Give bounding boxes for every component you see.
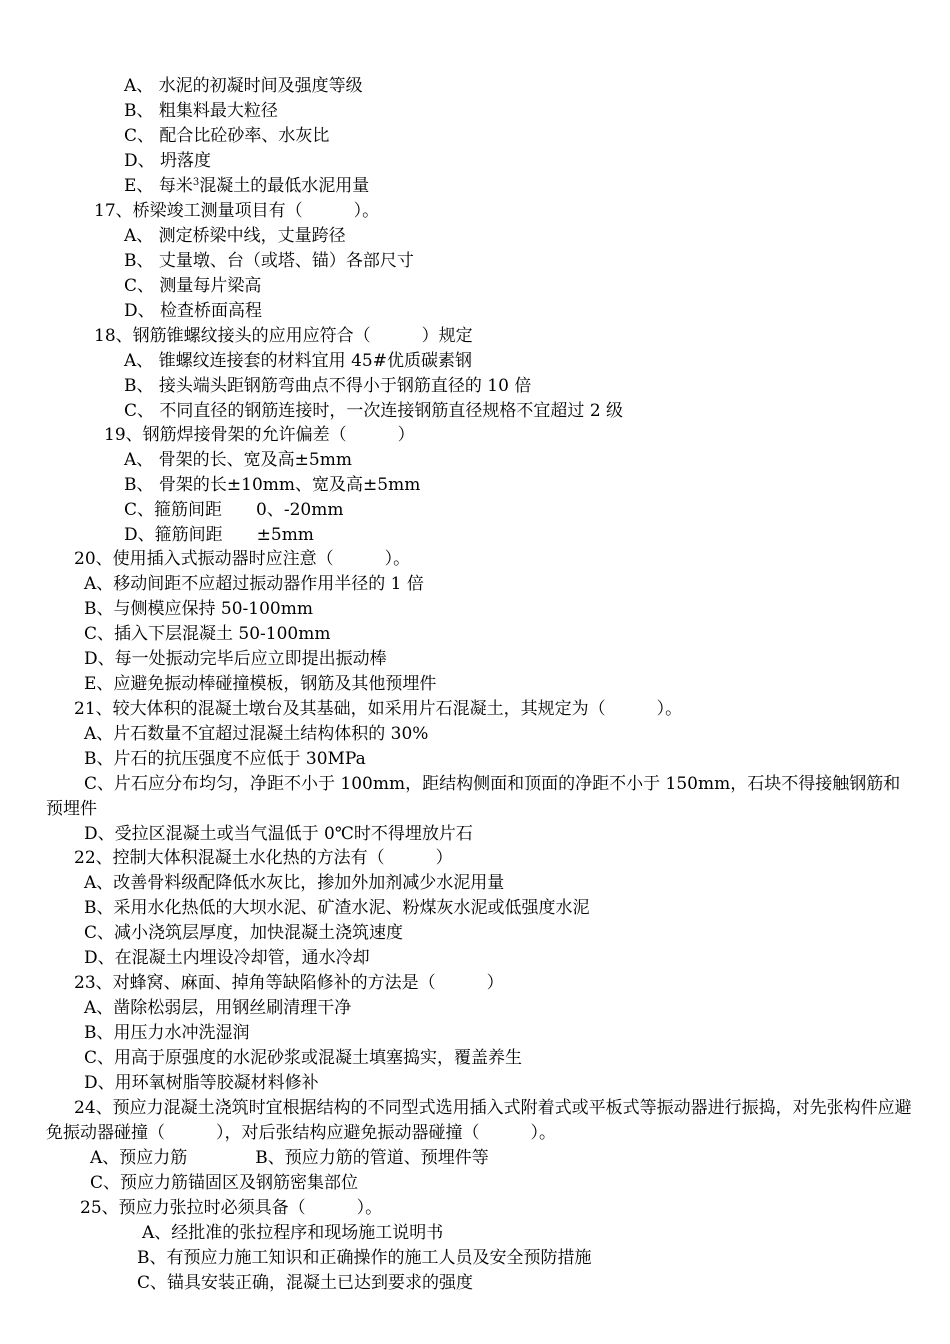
question-line: 18、钢筋锥螺纹接头的应用应符合（ ）规定 — [94, 326, 473, 346]
option-line: B、有预应力施工知识和正确操作的施工人员及安全预防措施 — [137, 1248, 592, 1268]
superscript: 3 — [192, 177, 200, 188]
option-line: C、用高于原强度的水泥砂浆或混凝土填塞捣实，覆盖养生 — [84, 1048, 523, 1068]
option-line: C、 测量每片梁高 — [124, 276, 262, 296]
option-line: C、 不同直径的钢筋连接时，一次连接钢筋直径规格不宜超过 2 级 — [124, 401, 624, 421]
option-line: C、箍筋间距 0、-20mm — [124, 500, 344, 520]
option-line: B、与侧模应保持 50-100mm — [84, 599, 313, 619]
option-line: A、 锥螺纹连接套的材料宜用 45#优质碳素钢 — [124, 351, 472, 371]
option-line: B、片石的抗压强度不应低于 30MPa — [84, 749, 366, 769]
option-line: D、每一处振动完毕后应立即提出振动棒 — [84, 649, 387, 669]
option-line: B、用压力水冲洗湿润 — [84, 1023, 250, 1043]
option-line: A、改善骨料级配降低水灰比，掺加外加剂减少水泥用量 — [84, 873, 505, 893]
option-line: C、锚具安装正确，混凝土已达到要求的强度 — [137, 1273, 474, 1293]
question-line: 17、桥梁竣工测量项目有（ ）。 — [94, 201, 380, 221]
option-line: A、移动间距不应超过振动器作用半径的 1 倍 — [84, 574, 424, 594]
option-line — [124, 174, 369, 199]
option-line: D、箍筋间距 ±5mm — [124, 525, 314, 545]
option-line: A、 骨架的长、宽及高±5mm — [124, 450, 352, 470]
question-line: 25、预应力张拉时必须具备（ ）。 — [80, 1198, 383, 1218]
option-line: B、 骨架的长±10mm、宽及高±5mm — [124, 475, 421, 495]
option-line: A、 水泥的初凝时间及强度等级 — [124, 76, 363, 96]
option-text: E、 每米 — [124, 176, 193, 196]
option-line: B、 粗集料最大粒径 — [124, 101, 278, 121]
option-line: B、 接头端头距钢筋弯曲点不得小于钢筋直径的 10 倍 — [124, 376, 532, 396]
option-line: D、 坍落度 — [124, 151, 212, 171]
option-line: A、经批准的张拉程序和现场施工说明书 — [142, 1223, 444, 1243]
question-line: 22、控制大体积混凝土水化热的方法有（ ） — [74, 848, 453, 868]
option-paragraph: C、片石应分布均匀，净距不小于 100mm，距结构侧面和顶面的净距不小于 150mm，石块不得接触钢筋和预埋件 — [46, 774, 901, 819]
option-line: A、预应力筋 B、预应力筋的管道、预埋件等 — [90, 1148, 489, 1168]
option-line: D、受拉区混凝土或当气温低于 0℃时不得埋放片石 — [84, 824, 473, 844]
option-line: A、 测定桥梁中线，丈量跨径 — [124, 226, 346, 246]
option-line: D、用环氧树脂等胶凝材料修补 — [84, 1073, 319, 1093]
option-line: D、 检查桥面高程 — [124, 301, 263, 321]
option-text-rest: 混凝土的最低水泥用量 — [199, 176, 370, 196]
option-line: E、应避免振动棒碰撞模板，钢筋及其他预埋件 — [84, 674, 437, 694]
question-line: 19、钢筋焊接骨架的允许偏差（ ） — [104, 425, 415, 445]
option-line: D、在混凝土内埋设冷却管，通水冷却 — [84, 948, 370, 968]
question-line: 21、较大体积的混凝土墩台及其基础，如采用片石混凝土，其规定为（ ）。 — [74, 699, 683, 719]
option-line: A、片石数量不宜超过混凝土结构体积的 30% — [84, 724, 429, 744]
option-line: C、插入下层混凝土 50-100mm — [84, 624, 331, 644]
question-line: 23、对蜂窝、麻面、掉角等缺陷修补的方法是（ ） — [74, 973, 504, 993]
question-paragraph: 24、预应力混凝土浇筑时宜根据结构的不同型式选用插入式附着式或平板式等振动器进行振捣，对先张构件应避免振动器碰撞（ ），对后张结构应避免振动器碰撞（ ）。 — [46, 1098, 912, 1143]
option-line: B、 丈量墩、台（或塔、锚）各部尺寸 — [124, 251, 414, 271]
option-line: C、减小浇筑层厚度，加快混凝土浇筑速度 — [84, 923, 404, 943]
question-line: 20、使用插入式振动器时应注意（ ）。 — [74, 549, 411, 569]
option-line: B、采用水化热低的大坝水泥、矿渣水泥、粉煤灰水泥或低强度水泥 — [84, 898, 590, 918]
option-line: A、凿除松弱层，用钢丝刷清理干净 — [84, 998, 352, 1018]
option-line: C、 配合比砼砂率、水灰比 — [124, 126, 330, 146]
option-line: C、预应力筋锚固区及钢筋密集部位 — [90, 1173, 359, 1193]
